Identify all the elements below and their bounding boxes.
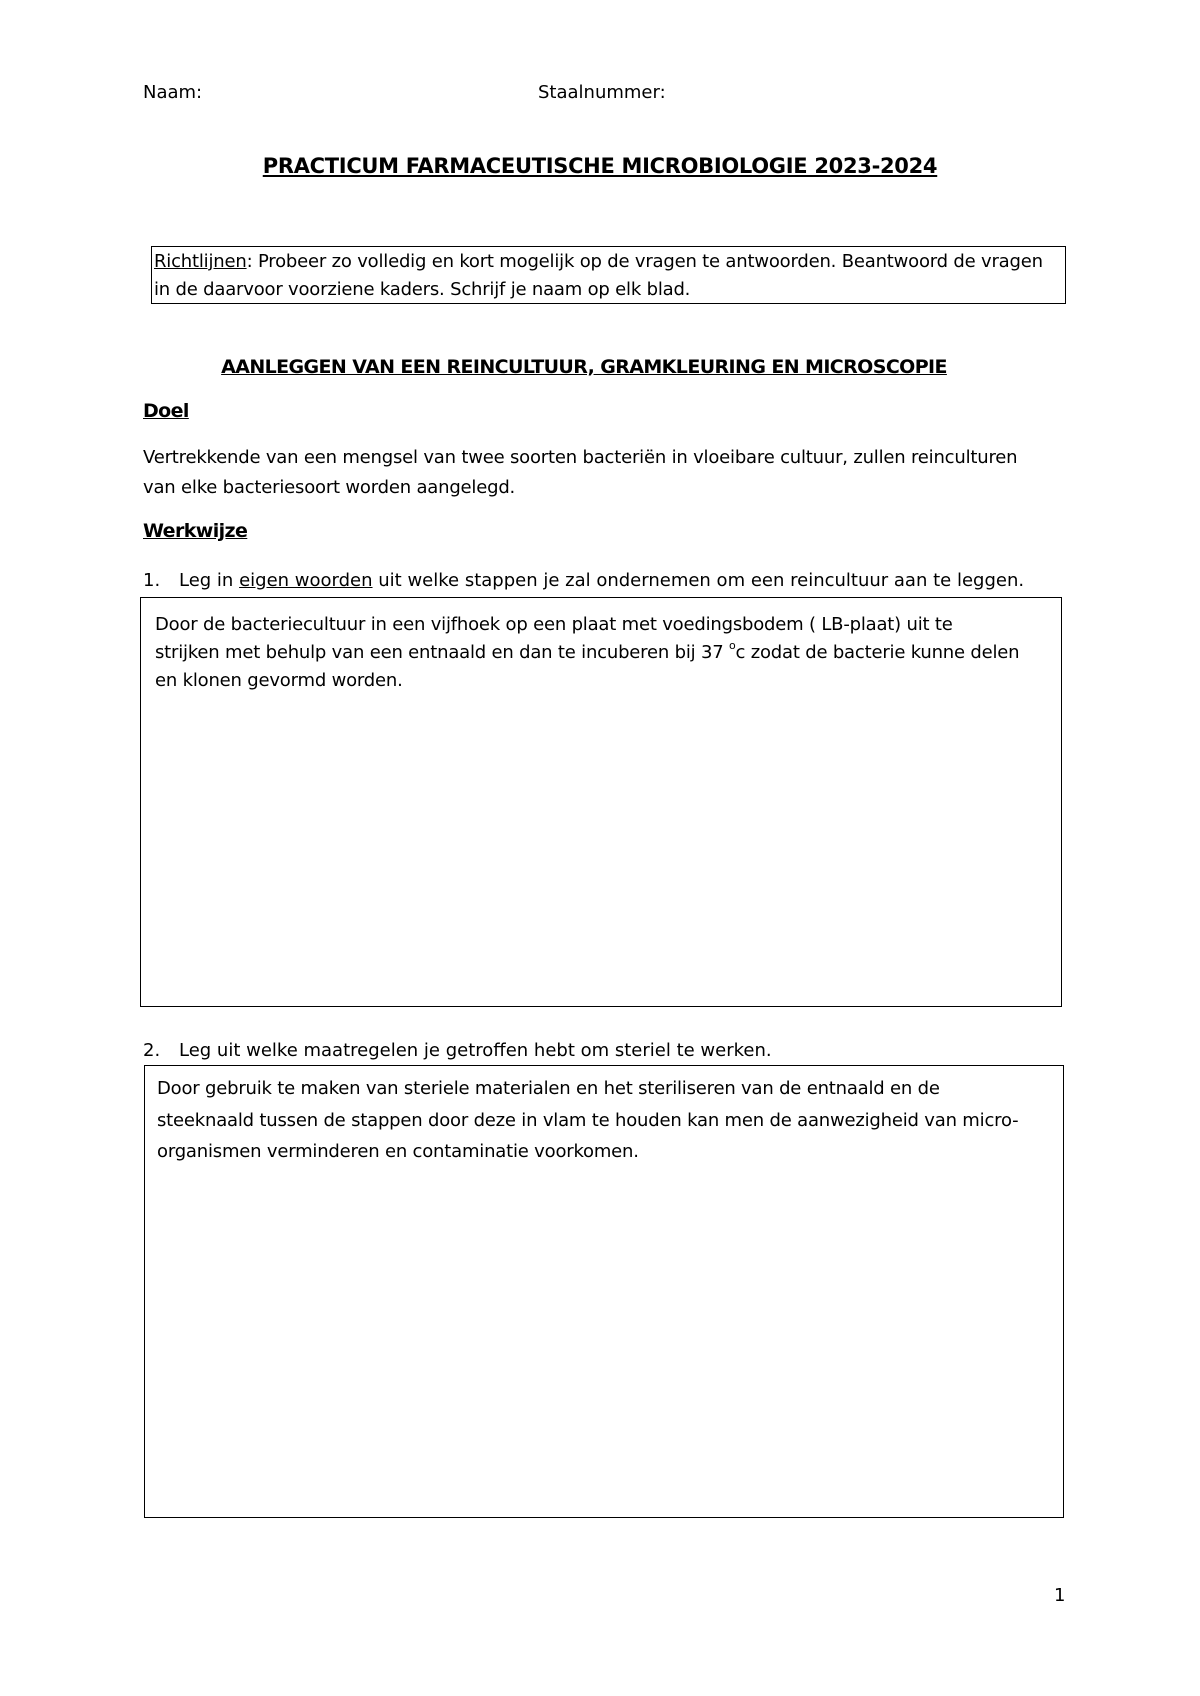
question-1-number: 1. xyxy=(143,570,161,591)
answer-2-line-3: organismen verminderen en contaminatie voorkomen. xyxy=(157,1141,639,1162)
question-2-text: Leg uit welke maatregelen je getroffen hebt om steriel te werken. xyxy=(179,1040,772,1061)
doel-heading: Doel xyxy=(143,400,189,422)
answer-2-line-1: Door gebruik te maken van steriele materialen en het steriliseren van de entnaald en de xyxy=(157,1078,940,1099)
name-label: Naam: xyxy=(143,82,203,103)
question-1-text xyxy=(179,566,1024,596)
degree-sup: o xyxy=(728,639,736,652)
answer-box-1[interactable] xyxy=(140,597,1062,1007)
page-title: PRACTICUM FARMACEUTISCHE MICROBIOLOGIE 2023-2024 xyxy=(262,154,938,178)
section-title: AANLEGGEN VAN EEN REINCULTUUR, GRAMKLEURING EN MICROSCOPIE xyxy=(221,356,947,378)
guidelines-box xyxy=(151,246,1066,304)
question-2-number: 2. xyxy=(143,1040,161,1061)
question-1-prefix: Leg in xyxy=(179,570,240,591)
question-1-suffix: uit welke stappen je zal ondernemen om een reincultuur aan te leggen. xyxy=(372,570,1025,591)
doel-text-line-2: van elke bacteriesoort worden aangelegd. xyxy=(143,477,516,498)
answer-1-line-2 xyxy=(155,638,1019,668)
guidelines-line-2: in de daarvoor voorziene kaders. Schrijf je naam op elk blad. xyxy=(154,279,691,300)
answer-1-line-1: Door de bacteriecultuur in een vijfhoek op een plaat met voedingsbodem ( LB-plaat) uit te xyxy=(155,614,953,635)
question-1-emphasis: eigen woorden xyxy=(239,570,373,591)
doel-text-line-1: Vertrekkende van een mengsel van twee soorten bacteriën in vloeibare cultuur, zullen reinculturen xyxy=(143,447,1018,468)
answer-box-2[interactable] xyxy=(144,1065,1064,1518)
werkwijze-heading: Werkwijze xyxy=(143,520,248,542)
answer-1-line-2-a: strijken met behulp van een entnaald en dan te incuberen bij 37 xyxy=(155,642,729,663)
page-number: 1 xyxy=(1054,1585,1066,1606)
answer-1-line-2-b: c zodat de bacterie kunne delen xyxy=(735,642,1020,663)
guidelines-label: Richtlijnen xyxy=(154,251,247,272)
guidelines-line-1 xyxy=(154,251,1043,272)
answer-2-line-2: steeknaald tussen de stappen door deze in vlam te houden kan men de aanwezigheid van micro- xyxy=(157,1110,1019,1131)
answer-1-line-3: en klonen gevormd worden. xyxy=(155,670,403,691)
student-number-label: Staalnummer: xyxy=(538,82,666,103)
guidelines-text-1: : Probeer zo volledig en kort mogelijk op de vragen te antwoorden. Beantwoord de vragen xyxy=(246,251,1043,272)
